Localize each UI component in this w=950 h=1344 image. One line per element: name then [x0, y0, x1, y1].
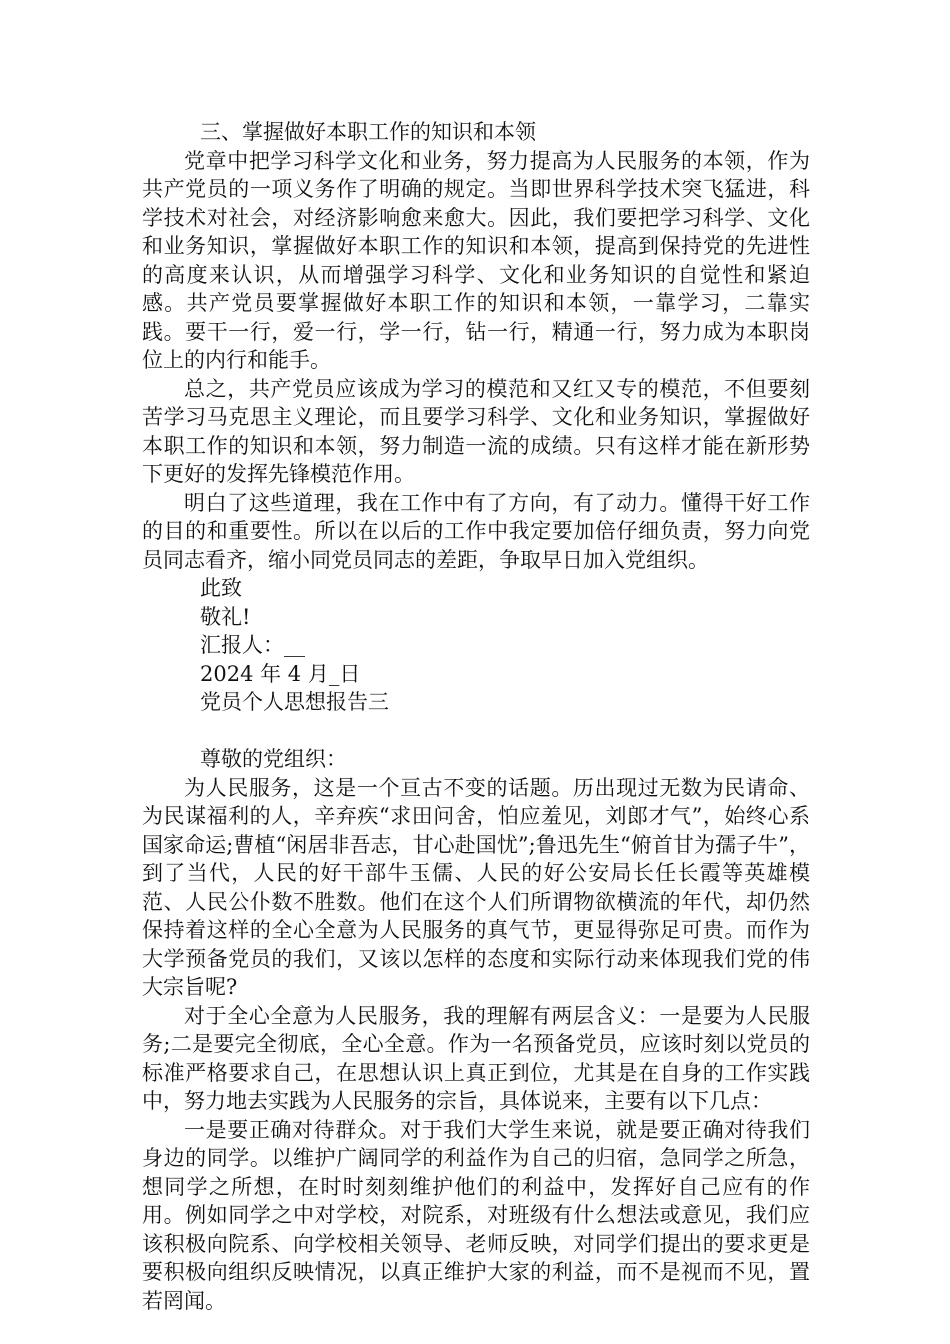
- blank-line: [142, 717, 810, 746]
- reporter-line: 汇报人：__: [200, 633, 305, 657]
- body-paragraph: 党章中把学习科学文化和业务，努力提高为人民服务的本领，作为共产党员的一项义务作了明确的规定。当即世界科学技术突飞猛进，科学技术对社会，对经济影响愈来愈大。因此，我们要把学习科学、文化和业务知识，掌握做好本职工作的知识和本领，提高到保持党的先进性的高度来认识，从而增强学习科学、文化和业务知识的自觉性和紧迫感。共产党员要掌握做好本职工作的知识和本领，一靠学习，二靠实践。要干一行，爱一行，学一行，钻一行，精通一行，努力成为本职岗位上的内行和能手。: [142, 148, 810, 372]
- closing-line: 此致: [200, 576, 242, 600]
- body-paragraph: 明白了这些道理，我在工作中有了方向，有了动力。懂得干好工作的目的和重要性。所以在以后的工作中我定要加倍仔细负责，努力向党员同志看齐，缩小同党员同志的差距，争取早日加入党组织。: [142, 490, 810, 572]
- date-line: 2024 年 4 月_日: [200, 661, 361, 686]
- document-page: [142, 118, 810, 1315]
- greeting-line: 尊敬的党组织：: [200, 747, 347, 771]
- section-heading: 三、掌握做好本职工作的知识和本领: [200, 120, 536, 144]
- body-paragraph: 对于全心全意为人民服务，我的理解有两层含义：一是要为人民服务;二是要完全彻底，全心全意。作为一名预备党员，应该时刻以党员的标准严格要求自己，在思想认识上真正到位，尤其是在自身的工作实践中，努力地去实践为人民服务的宗旨，具体说来，主要有以下几点：: [142, 1003, 810, 1113]
- report-title: 党员个人思想报告三: [200, 690, 389, 714]
- body-paragraph: 一是要正确对待群众。对于我们大学生来说，就是要正确对待我们身边的同学。以维护广阔同学的利益作为自己的归宿，急同学之所急，想同学之所想，在时时刻刻维护他们的利益中，发挥好自己应有的作用。例如同学之中对学校，对院系，对班级有什么想法或意见，我们应该积极向院系、向学校相关领导、老师反映，对同学们提出的要求更是要积极向组织反映情况，以真正维护大家的利益，而不是视而不见，置若罔闻。: [142, 1117, 810, 1313]
- salute-line: 敬礼!: [200, 604, 251, 629]
- body-paragraph: 为人民服务，这是一个亘古不变的话题。历出现过无数为民请命、为民谋福利的人，辛弃疾“求田问舍，怕应羞见，刘郎才气”，始终心系国家命运;曹植“闲居非吾志，甘心赴国忧”;鲁迅先生“俯首甘为孺子牛”，到了当代，人民的好干部牛玉儒、人民的好公安局长任长霞等英雄模范、人民公仆数不胜数。他们在这个人们所谓物欲横流的年代，却仍然保持着这样的全心全意为人民服务的真气节，更显得弥足可贵。而作为大学预备党员的我们，又该以怎样的态度和实际行动来体现我们党的伟大宗旨呢?: [142, 775, 810, 999]
- body-paragraph: 总之，共产党员应该成为学习的模范和又红又专的模范，不但要刻苦学习马克思主义理论，而且要学习科学、文化和业务知识，掌握做好本职工作的知识和本领，努力制造一流的成绩。只有这样才能在新形势下更好的发挥先锋模范作用。: [142, 376, 810, 486]
